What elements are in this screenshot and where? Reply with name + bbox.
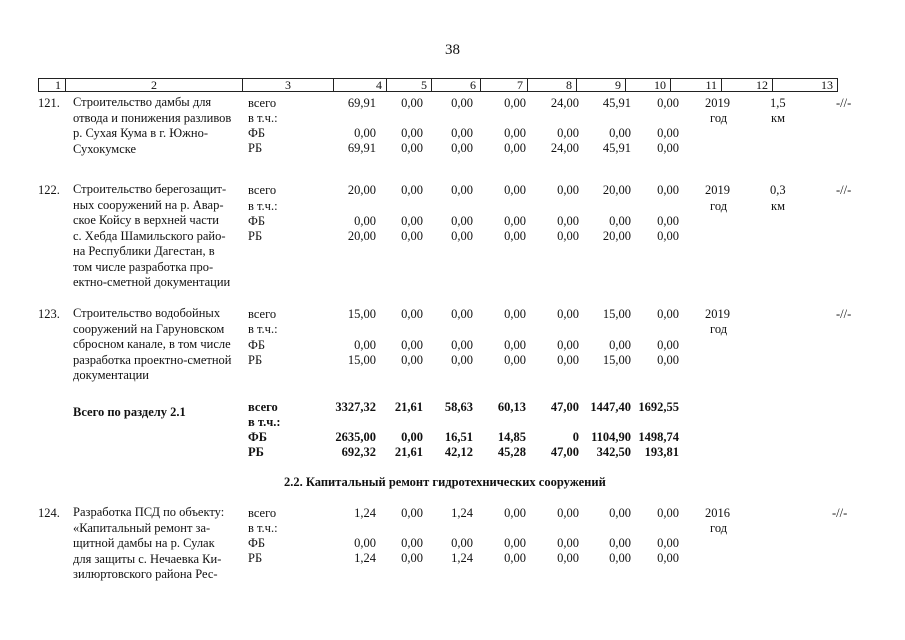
desc-line: на Республики Дагестан, в (73, 244, 215, 258)
value-cell: 0,00 (657, 229, 679, 243)
value-cell: 42,12 (444, 445, 473, 459)
value-cell: 20,00 (602, 183, 631, 197)
value-cell: 24,00 (550, 96, 579, 110)
capacity-value: 0,3 (770, 183, 786, 197)
value-cell: 0,00 (401, 536, 423, 550)
capacity-unit: км (771, 199, 785, 213)
value-cell: 0,00 (354, 126, 376, 140)
type-label: всего (248, 506, 277, 520)
value-cell: 0,00 (609, 506, 631, 520)
row-number: 123. (38, 307, 60, 321)
value-cell: 3327,32 (335, 400, 376, 414)
col-header: 13 (773, 79, 838, 92)
desc-line: том числе разработка про- (73, 259, 214, 274)
value-cell: 45,28 (497, 445, 526, 459)
value-cell: 1,24 (451, 551, 473, 565)
value-cell: 0,00 (657, 96, 679, 110)
value-cell: 0,00 (401, 506, 423, 520)
value-cell: 0,00 (557, 214, 579, 228)
type-label: всего (248, 307, 277, 321)
value-cell: 20,00 (602, 229, 631, 243)
type-label: в т.ч.: (248, 521, 278, 535)
capacity-unit: км (771, 111, 785, 125)
col-header: 2 (66, 79, 243, 92)
value-cell: 0,00 (504, 506, 526, 520)
value-cell: 0,00 (504, 536, 526, 550)
value-cell: 0,00 (504, 126, 526, 140)
value-cell: 0,00 (504, 307, 526, 321)
section-title: 2.2. Капитальный ремонт гидротехнических сооружений (284, 475, 606, 489)
value-cell: 16,51 (444, 430, 473, 444)
note-mark: -//- (836, 183, 852, 197)
type-label: в т.ч.: (248, 111, 278, 125)
type-label: ФБ (248, 214, 266, 228)
desc-line: Разработка ПСД по объекту: (73, 505, 225, 519)
year-value: 2016 (705, 506, 730, 520)
type-label: РБ (248, 141, 263, 155)
col-header: 8 (528, 79, 577, 92)
value-cell: 342,50 (596, 445, 631, 459)
value-cell: 0,00 (557, 536, 579, 550)
value-cell: 0,00 (401, 430, 423, 444)
capacity-value: 1,5 (770, 96, 786, 110)
value-cell: 0,00 (504, 551, 526, 565)
value-cell: 0,00 (401, 338, 423, 352)
desc-line: Сухокумске (73, 141, 137, 156)
col-header: 10 (626, 79, 671, 92)
value-cell: 47,00 (550, 445, 579, 459)
value-cell: 1,24 (451, 506, 473, 520)
value-cell: 1104,90 (591, 430, 631, 444)
value-cell: 193,81 (644, 445, 679, 459)
desc-line: зилюртовского района Рес- (73, 567, 218, 581)
value-cell: 0,00 (657, 141, 679, 155)
col-header: 1 (39, 79, 66, 92)
value-cell: 0,00 (451, 183, 473, 197)
desc-line: сооружений на Гаруновском (73, 321, 225, 336)
value-cell: 0,00 (451, 536, 473, 550)
desc-line: р. Сухая Кума в г. Южно- (73, 126, 208, 140)
value-cell: 15,00 (602, 307, 631, 321)
value-cell: 0,00 (557, 551, 579, 565)
value-cell: 15,00 (347, 307, 376, 321)
row-description (73, 306, 238, 384)
value-cell: 0,00 (401, 551, 423, 565)
value-cell: 58,63 (444, 400, 473, 414)
desc-line: Строительство берегозащит- (73, 182, 227, 196)
value-cell: 45,91 (602, 141, 631, 155)
value-cell: 0,00 (451, 338, 473, 352)
desc-line: ных сооружений на р. Авар- (73, 197, 224, 212)
row-description (73, 505, 238, 583)
value-cell: 1,24 (354, 551, 376, 565)
type-label: в т.ч.: (248, 415, 281, 429)
type-label: в т.ч.: (248, 199, 278, 213)
value-cell: 0,00 (557, 307, 579, 321)
desc-line: с. Хебда Шамильского райо- (73, 228, 226, 243)
desc-line: документации (73, 368, 149, 382)
value-cell: 0,00 (657, 506, 679, 520)
desc-line: ектно-сметной документации (73, 275, 231, 289)
year-value: 2019 (705, 183, 730, 197)
value-cell: 0 (572, 430, 579, 444)
value-cell: 0,00 (657, 307, 679, 321)
value-cell: 1,24 (354, 506, 376, 520)
desc-line: Строительство дамбы для (73, 95, 212, 109)
value-cell: 20,00 (347, 183, 376, 197)
year-value: 2019 (705, 307, 730, 321)
value-cell: 0,00 (354, 214, 376, 228)
type-label: всего (248, 96, 277, 110)
value-cell: 0,00 (657, 183, 679, 197)
value-cell: 0,00 (657, 338, 679, 352)
type-label: всего (248, 183, 277, 197)
value-cell: 0,00 (451, 353, 473, 367)
value-cell: 0,00 (401, 307, 423, 321)
col-header: 7 (481, 79, 528, 92)
value-cell: 0,00 (451, 126, 473, 140)
value-cell: 0,00 (557, 126, 579, 140)
note-mark: -//- (836, 307, 852, 321)
row-number: 122. (38, 183, 60, 197)
desc-line: разработка проектно-сметной (73, 352, 232, 367)
desc-line: щитной дамбы на р. Сулак (73, 536, 215, 550)
type-label: РБ (248, 445, 264, 459)
value-cell: 0,00 (401, 229, 423, 243)
row-description (73, 182, 238, 291)
value-cell: 0,00 (504, 183, 526, 197)
value-cell: 0,00 (657, 126, 679, 140)
value-cell: 60,13 (497, 400, 526, 414)
page-number: 38 (445, 42, 460, 58)
year-unit: год (710, 521, 728, 535)
value-cell: 14,85 (497, 430, 526, 444)
value-cell: 0,00 (609, 338, 631, 352)
value-cell: 47,00 (550, 400, 579, 414)
desc-line: для защиты с. Нечаевка Ки- (73, 551, 222, 566)
year-unit: год (710, 199, 728, 213)
value-cell: 0,00 (401, 214, 423, 228)
value-cell: 1447,40 (590, 400, 631, 414)
value-cell: 0,00 (354, 338, 376, 352)
value-cell: 21,61 (394, 445, 423, 459)
value-cell: 0,00 (401, 141, 423, 155)
col-header: 3 (243, 79, 334, 92)
value-cell: 0,00 (557, 353, 579, 367)
desc-line: Строительство водобойных (73, 306, 221, 320)
row-number: 124. (38, 506, 60, 520)
value-cell: 0,00 (609, 214, 631, 228)
type-label: ФБ (248, 126, 266, 140)
type-label: ФБ (248, 338, 266, 352)
value-cell: 45,91 (602, 96, 631, 110)
value-cell: 0,00 (401, 353, 423, 367)
value-cell: 1498,74 (638, 430, 679, 444)
value-cell: 0,00 (504, 353, 526, 367)
value-cell: 0,00 (609, 551, 631, 565)
type-label: ФБ (248, 430, 268, 444)
value-cell: 0,00 (504, 96, 526, 110)
value-cell: 0,00 (504, 141, 526, 155)
value-cell: 0,00 (557, 338, 579, 352)
value-cell: 0,00 (504, 338, 526, 352)
value-cell: 0,00 (557, 506, 579, 520)
type-label: ФБ (248, 536, 266, 550)
value-cell: 15,00 (347, 353, 376, 367)
type-label: РБ (248, 229, 263, 243)
value-cell: 69,91 (347, 141, 376, 155)
value-cell: 20,00 (347, 229, 376, 243)
type-label: всего (248, 400, 278, 414)
value-cell: 69,91 (347, 96, 376, 110)
value-cell: 0,00 (354, 536, 376, 550)
value-cell: 692,32 (341, 445, 376, 459)
col-header: 5 (387, 79, 432, 92)
desc-line: сбросном канале, в том числе (73, 337, 231, 351)
col-header: 6 (432, 79, 481, 92)
value-cell: 0,00 (451, 214, 473, 228)
value-cell: 0,00 (401, 183, 423, 197)
value-cell: 0,00 (557, 229, 579, 243)
value-cell: 0,00 (504, 229, 526, 243)
value-cell: 0,00 (451, 96, 473, 110)
desc-line: «Капитальный ремонт за- (73, 520, 211, 535)
column-header-row (38, 78, 838, 92)
value-cell: 0,00 (451, 141, 473, 155)
value-cell: 1692,55 (638, 400, 679, 414)
year-unit: год (710, 322, 728, 336)
value-cell: 0,00 (504, 214, 526, 228)
desc-line: ское Койсу в верхней части (73, 213, 219, 227)
value-cell: 24,00 (550, 141, 579, 155)
value-cell: 0,00 (657, 353, 679, 367)
value-cell: 0,00 (657, 214, 679, 228)
value-cell: 0,00 (401, 96, 423, 110)
type-label: РБ (248, 551, 263, 565)
year-unit: год (710, 111, 728, 125)
type-label: в т.ч.: (248, 322, 278, 336)
value-cell: 0,00 (401, 126, 423, 140)
value-cell: 0,00 (557, 183, 579, 197)
row-number: 121. (38, 96, 60, 110)
col-header: 4 (334, 79, 387, 92)
value-cell: 0,00 (657, 551, 679, 565)
value-cell: 15,00 (602, 353, 631, 367)
note-mark: -//- (836, 96, 852, 110)
value-cell: 2635,00 (335, 430, 376, 444)
row-description (73, 95, 238, 157)
note-mark: -//- (832, 506, 848, 520)
year-value: 2019 (705, 96, 730, 110)
col-header: 9 (577, 79, 626, 92)
value-cell: 0,00 (609, 126, 631, 140)
value-cell: 0,00 (451, 229, 473, 243)
value-cell: 0,00 (657, 536, 679, 550)
col-header: 12 (722, 79, 773, 92)
value-cell: 21,61 (394, 400, 423, 414)
col-header: 11 (671, 79, 722, 92)
desc-line: отвода и понижения разливов (73, 110, 232, 125)
value-cell: 0,00 (609, 536, 631, 550)
type-label: РБ (248, 353, 263, 367)
value-cell: 0,00 (451, 307, 473, 321)
total-label: Всего по разделу 2.1 (73, 405, 186, 419)
